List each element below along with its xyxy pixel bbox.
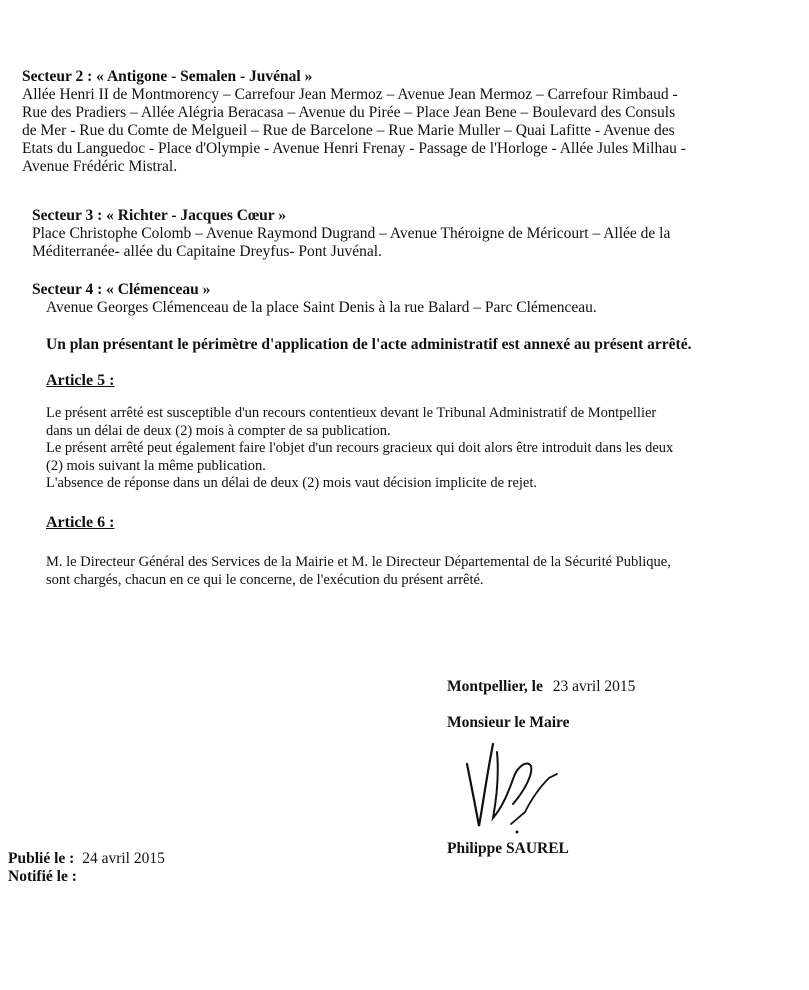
article-6-line: sont chargés, chacun en ce qui le concerne, de l'exécution du présent arrêté. bbox=[46, 571, 484, 588]
secteur-3-section bbox=[32, 207, 792, 261]
secteur-3-heading: Secteur 3 : « Richter - Jacques Cœur » bbox=[32, 207, 286, 224]
publication-block bbox=[8, 850, 308, 886]
place-label: Montpellier, le bbox=[447, 678, 543, 695]
article-6-heading: Article 6 : bbox=[46, 514, 115, 531]
secteur-2-line: Rue des Pradiers – Allée Alégria Beracasa – Avenue du Pirée – Place Jean Bene – Boulevard des Consuls bbox=[22, 104, 676, 121]
article-5-line: dans un délai de deux (2) mois à compter de sa publication. bbox=[46, 422, 391, 439]
article-5-line: L'absence de réponse dans un délai de deux (2) mois vaut décision implicite de rejet. bbox=[46, 475, 538, 491]
secteur-3-line: Place Christophe Colomb – Avenue Raymond Dugrand – Avenue Théroigne de Méricourt – Allée de la bbox=[32, 225, 671, 242]
handwritten-signature bbox=[453, 734, 583, 834]
secteur-4-line: Avenue Georges Clémenceau de la place Saint Denis à la rue Balard – Parc Clémenceau. bbox=[46, 299, 597, 316]
notified-label: Notifié le : bbox=[8, 868, 77, 885]
secteur-4-heading: Secteur 4 : « Clémenceau » bbox=[32, 281, 211, 298]
secteur-2-line: Avenue Frédéric Mistral. bbox=[22, 158, 178, 175]
article-6-line: M. le Directeur Général des Services de la Mairie et M. le Directeur Départemental de la Sécurité Publique, bbox=[46, 554, 671, 570]
article-5-heading: Article 5 : bbox=[46, 372, 115, 389]
article-5-line: Le présent arrêté est susceptible d'un recours contentieux devant le Tribunal Administratif de Montpellier bbox=[46, 405, 657, 421]
article-5-body bbox=[46, 405, 786, 493]
mayor-name: Philippe SAUREL bbox=[447, 840, 569, 857]
secteur-4-section bbox=[32, 281, 792, 317]
article-5-line: Le présent arrêté peut également faire l'objet d'un recours gracieux qui doit alors être introduit dans les deux bbox=[46, 440, 674, 456]
secteur-2-line: Allée Henri II de Montmorency – Carrefour Jean Mermoz – Avenue Jean Mermoz – Carrefour Rimbaud - bbox=[22, 86, 678, 103]
published-date: 24 avril 2015 bbox=[82, 850, 165, 867]
article-6-body bbox=[46, 554, 786, 589]
secteur-3-line: Méditerranée- allée du Capitaine Dreyfus- Pont Juvénal. bbox=[32, 243, 382, 260]
published-label: Publié le : bbox=[8, 850, 75, 867]
mayor-role: Monsieur le Maire bbox=[447, 714, 570, 731]
secteur-2-line: Etats du Languedoc - Place d'Olympie - Avenue Henri Frenay - Passage de l'Horloge - Allée Jules Milhau - bbox=[22, 140, 686, 157]
signature-date-line bbox=[447, 678, 635, 696]
secteur-2-line: de Mer - Rue du Comte de Melgueil – Rue de Barcelone – Rue Marie Muller – Quai Lafitte - Avenue des bbox=[22, 122, 675, 139]
published-line bbox=[8, 850, 308, 868]
secteur-2-heading: Secteur 2 : « Antigone - Semalen - Juvénal » bbox=[22, 68, 313, 85]
plan-note: Un plan présentant le périmètre d'application de l'acte administratif est annexé au présent arrêté. bbox=[46, 336, 692, 353]
article-5-line: (2) mois suivant la même publication. bbox=[46, 457, 266, 474]
signature-date: 23 avril 2015 bbox=[552, 678, 636, 695]
secteur-2-section bbox=[22, 68, 794, 176]
